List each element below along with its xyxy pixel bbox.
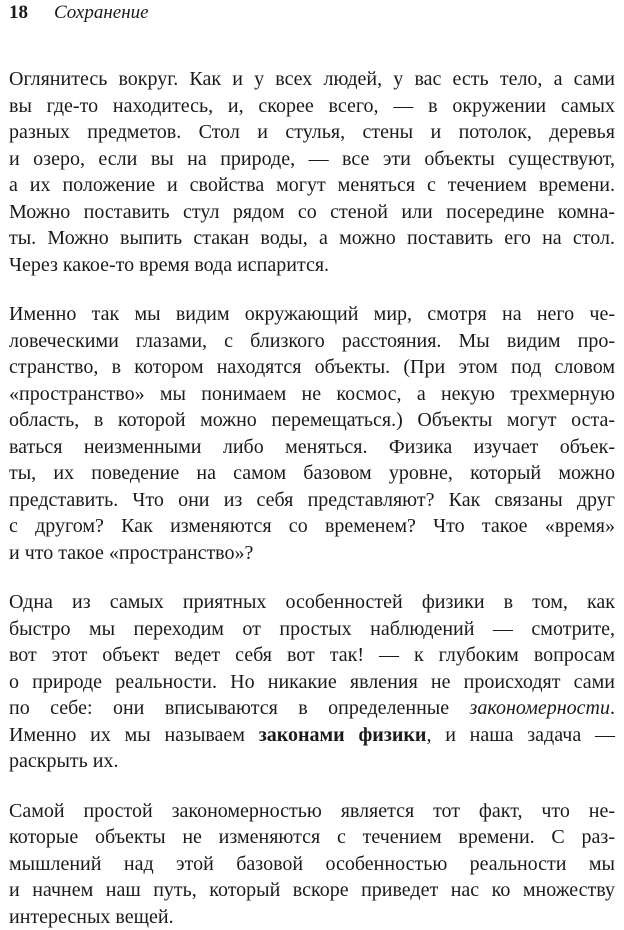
text-line: ваться неизменными либо меняться. Физика изучает объек-	[9, 434, 615, 461]
paragraph-2	[9, 301, 615, 566]
text-line: разных предметов. Стол и стулья, стены и потолок, деревья	[9, 119, 615, 146]
text-line: быстро мы переходим от простых наблюдений — смотрите,	[9, 616, 615, 643]
text-line: с другом? Как изменяются со временем? Что такое «время»	[9, 513, 615, 540]
text-run: по себе: они вписываются в определенные	[9, 697, 470, 719]
text-line: которые объекты не изменяются с течением времени. С раз-	[9, 824, 615, 851]
text-line: представить. Что они из себя представляют? Как связаны друг	[9, 487, 615, 514]
running-head	[9, 0, 149, 26]
text-line: странство, в котором находятся объекты. (При этом под словом	[9, 354, 615, 381]
text-line	[9, 695, 615, 722]
italic-term: закономерности	[470, 697, 610, 719]
paragraph-3	[9, 589, 615, 775]
text-line: Можно поставить стул рядом со стеной или посередине комна-	[9, 199, 615, 226]
text-line: ты, их поведение на самом базовом уровне, который можно	[9, 460, 615, 487]
text-line: интересных вещей.	[9, 904, 615, 930]
text-line: и что такое «пространство»?	[9, 540, 615, 567]
text-line: вот этот объект ведет себя вот так! — к глубоким вопросам	[9, 642, 615, 669]
text-run: .	[610, 697, 615, 719]
text-line: а их положение и свойства могут меняться с течением времени.	[9, 172, 615, 199]
text-line	[9, 722, 615, 749]
text-line: Оглянитесь вокруг. Как и у всех людей, у вас есть тело, а сами	[9, 66, 615, 93]
paragraph-4	[9, 798, 615, 930]
text-line: Одна из самых приятных особенностей физики в том, как	[9, 589, 615, 616]
text-run: , и наша задача —	[426, 724, 615, 746]
bold-term: законами физики	[259, 724, 427, 746]
text-line: Именно так мы видим окружающий мир, смотря на него че-	[9, 301, 615, 328]
text-line: область, в которой можно перемещаться.) Объекты могут оста-	[9, 407, 615, 434]
paragraph-1	[9, 66, 615, 278]
text-line: Через какое-то время вода испарится.	[9, 252, 615, 279]
text-line: мышлений над этой базовой особенностью реальности мы	[9, 851, 615, 878]
text-line: ты. Можно выпить стакан воды, а можно поставить его на стол.	[9, 225, 615, 252]
page-number: 18	[9, 0, 28, 26]
text-line: и озеро, если вы на природе, — все эти объекты существуют,	[9, 146, 615, 173]
text-line: раскрыть их.	[9, 748, 615, 775]
text-line: о природе реальности. Но никакие явления не происходят сами	[9, 669, 615, 696]
text-line: Самой простой закономерностью является тот факт, что не-	[9, 798, 615, 825]
body-text	[9, 66, 615, 930]
text-line: и начнем наш путь, который вскоре приведет нас ко множеству	[9, 877, 615, 904]
text-run: Именно их мы называем	[9, 724, 259, 746]
section-title: Сохранение	[54, 0, 149, 26]
text-line: вы где-то находитесь, и, скорее всего, — в окружении самых	[9, 93, 615, 120]
text-line: «пространство» мы понимаем не космос, а некую трехмерную	[9, 381, 615, 408]
text-line: ловеческими глазами, с близкого расстояния. Мы видим про-	[9, 328, 615, 355]
